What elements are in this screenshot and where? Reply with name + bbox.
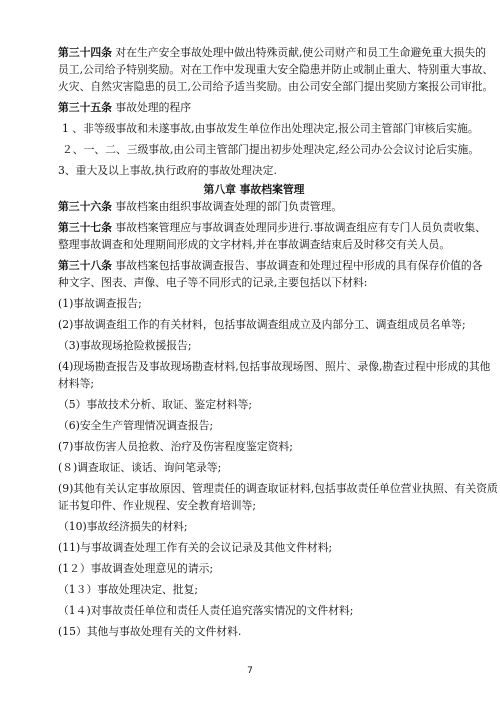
article-number: 第三十六条 (58, 200, 112, 213)
list-item-line: 材料等; (58, 377, 95, 390)
article-text: 事故档案管理应与事故调查处理同步进行.事故调查组应有专门人员负责收集、 (111, 221, 486, 234)
article-number: 第三十七条 (58, 221, 112, 234)
article-number: 第三十四条 (58, 46, 112, 59)
page-number: 7 (247, 666, 253, 676)
article-text: 火灾、自然灾害隐患的员工,公司给予适当奖励。由公司安全部门提出奖励方案报公司审批。 (58, 80, 494, 93)
article-35 (58, 99, 450, 116)
article-text: 事故档案由组织事故调查处理的部门负责管理。 (111, 200, 343, 213)
list-item-line: 证书复印件、作业规程、安全教育培训等; (58, 499, 256, 512)
list-item: (7)事故伤害人员抢救、治疗及伤害程度鉴定资料; (58, 440, 293, 453)
article-36 (58, 198, 450, 215)
procedure-item-3: 3、重大及以上事故,执行政府的事故处理决定. (58, 164, 277, 177)
procedure-item-2: ２、一、二、三级事故,由公司主管部门提出初步处理决定,经公司办公会议讨论后实施。 (62, 143, 480, 156)
article-text: 员工,公司给予特别奖励。对在工作中发现重大安全隐患并防止或制止重大、特别重大事故、 (58, 63, 494, 76)
article-text: 事故处理的程序 (111, 101, 191, 114)
chapter-heading: 第八章 事故档案管理 (203, 183, 305, 196)
article-34 (58, 44, 494, 95)
document-body (58, 44, 498, 640)
procedure-item-1: 1 、非等级事故和未遂事故,由事故发生单位作出处理决定,报公司主管部门审核后实施。 (62, 122, 479, 135)
article-number: 第三十五条 (58, 101, 112, 114)
list-item: (1２）事故调查处理意见的请示; (58, 562, 214, 575)
article-37 (58, 219, 486, 253)
article-text: 对在生产安全事故处理中做出特殊贡献,使公司财产和员工生命避免重大损失的 (111, 46, 486, 59)
list-item: (11)与事故调查处理工作有关的会议记录及其他文件材料; (58, 541, 333, 554)
article-number: 第三十八条 (58, 259, 112, 272)
list-item (58, 358, 491, 392)
article-text: 整理事故调查和处理期间形成的文字材料,并在事故调查结束后及时移交有关人员。 (58, 238, 451, 251)
article-38 (58, 257, 483, 291)
list-item: （10)事故经济损失的材料; (58, 520, 188, 533)
list-item: (1)事故调查报告; (58, 297, 142, 310)
list-item-line: (9)其他有关认定事故原因、管理责任的调查取证材料,包括事故责任单位营业执照、有关资质 (58, 482, 498, 495)
list-item: （5）事故技术分析、取证、鉴定材料等; (58, 398, 253, 411)
list-item: （3)事故现场抢险救援报告; (58, 339, 192, 352)
list-item: （1４)对事故责任单位和责任人责任追究落实情况的文件材料; (58, 604, 354, 617)
article-text: 事故档案包括事故调查报告、事故调查和处理过程中形成的具有保存价值的各 (111, 259, 483, 272)
list-item: （6)安全生产管理情况调查报告; (58, 419, 214, 432)
list-item: (15）其他与事故处理有关的文件材料. (58, 625, 242, 638)
list-item: （1３）事故处理决定、批复; (58, 583, 199, 596)
list-item: (2)事故调查组工作的有关材料，包括事故调查组成立及内部分工、调查组成员名单等; (58, 318, 466, 331)
article-text: 种文字、图表、声像、电子等不同形式的记录,主要包括以下材料: (58, 276, 368, 289)
list-item (58, 480, 498, 514)
materials-list (58, 295, 498, 640)
list-item-line: (4)现场勘查报告及事故现场勘查材料,包括事故现场图、照片、录像,勘查过程中形成的其他 (58, 360, 491, 373)
list-item: (８)调查取证、谈话、询问笔录等; (58, 461, 222, 474)
